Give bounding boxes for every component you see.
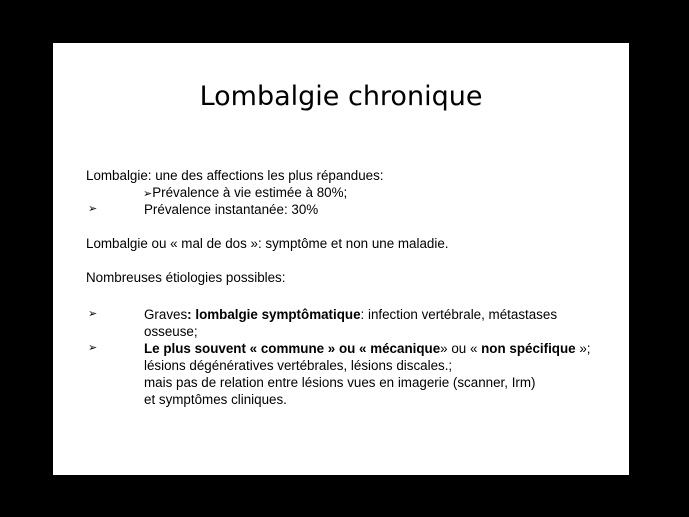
sub-bullet-text: Prévalence à vie estimée à 80%; (152, 185, 348, 200)
bullet-arrow-icon: ➢ (88, 203, 98, 215)
slide-body (86, 167, 631, 408)
bullet-text-plain: »; (575, 341, 591, 356)
slide-title: Lombalgie chronique (199, 81, 483, 112)
slide (53, 43, 629, 475)
paragraph-prevalence: Lombalgie: une des affections les plus répandues: (86, 168, 384, 183)
bullet-text-bold: : lombalgie symptômatique (187, 307, 361, 322)
bullet-common-causes-line3: mais pas de relation entre lésions vues en imagerie (scanner, Irm) (144, 375, 536, 390)
paragraph-etiologies: Nombreuses étiologies possibles: (86, 270, 286, 285)
bullet-text-plain: Graves (144, 307, 188, 322)
bullet-arrow-icon: ➢ (88, 308, 98, 320)
bullet-serious-causes-continued: osseuse; (144, 324, 198, 339)
bullet-text: Prévalence instantanée: 30% (144, 202, 319, 217)
bullet-common-causes-line4: et symptômes cliniques. (144, 392, 287, 407)
paragraph-back-pain: Lombalgie ou « mal de dos »: symptôme et non une maladie. (86, 236, 449, 251)
bullet-text-bold: Le plus souvent « commune » ou « mécanique (144, 341, 441, 356)
bullet-text-plain: » ou « (440, 341, 482, 356)
bullet-text-bold: non spécifique (481, 341, 576, 356)
bullet-text-plain: : infection vertébrale, métastases (360, 307, 558, 322)
bullet-common-causes-line2: lésions dégénératives vertébrales, lésions discales.; (144, 358, 453, 373)
bullet-serious-causes (86, 306, 631, 323)
bullet-arrow-icon: ➢ (143, 188, 153, 200)
bullet-instant-prevalence (86, 201, 631, 218)
sub-bullet-lifetime-prevalence (86, 184, 631, 201)
bullet-common-causes (86, 340, 631, 357)
bullet-arrow-icon: ➢ (88, 342, 98, 354)
